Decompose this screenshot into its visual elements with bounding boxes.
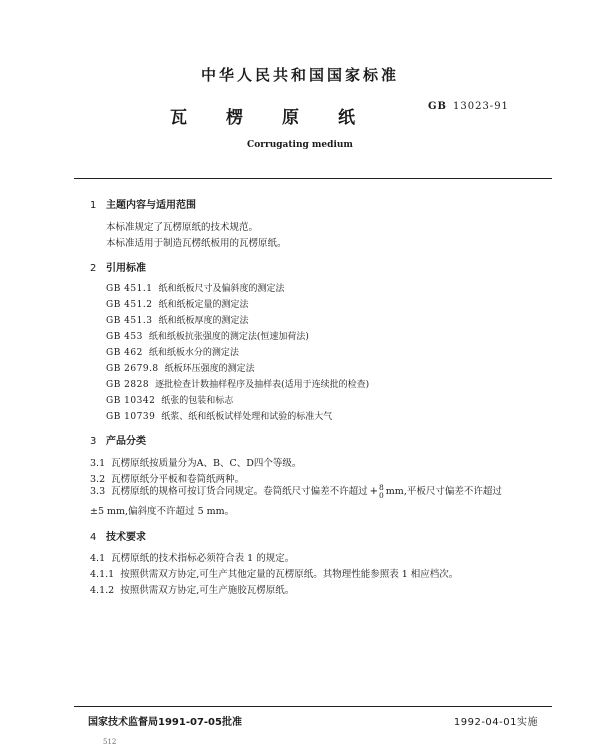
effective-date: 1992-04-01实施 [453, 717, 538, 728]
document-title [170, 103, 394, 128]
clause-3-3: 3.3 瓦楞原纸的规格可按订货合同规定。卷筒纸尺寸偏差不许超过 + 8 0 mm,平板尺寸偏差不许超过 [90, 482, 502, 500]
reference-item: GB 2679.8 纸板环压强度的测定法 [106, 364, 255, 374]
title-char: 楞 [226, 108, 243, 128]
section-1-paragraph-2: 本标准适用于制造瓦楞纸板用的瓦楞原纸。 [106, 238, 287, 249]
section-1-paragraph-1: 本标准规定了瓦楞原纸的技术规范。 [106, 222, 259, 233]
clause-3-1: 3.1 瓦楞原纸按质量分为A、B、C、D四个等级。 [90, 458, 302, 469]
title-char: 原 [282, 108, 299, 128]
page-number: 512 [103, 738, 117, 746]
title-char: 纸 [338, 108, 355, 128]
english-title: Corrugating medium [247, 140, 353, 150]
clause-4-1-1: 4.1.1 按照供需双方协定,可生产其他定量的瓦楞原纸。其物理性能参照表 1 相应档次。 [90, 569, 459, 580]
title-char: 瓦 [170, 108, 187, 128]
reference-item: GB 2828 逐批检查计数抽样程序及抽样表(适用于连续批的检查) [106, 380, 370, 390]
section-1-heading: 1 主题内容与适用范围 [90, 200, 196, 211]
section-3-heading: 3 产品分类 [90, 436, 146, 447]
standard-code: 13023-91 [453, 101, 509, 112]
clause-3-3-continued: ±5 mm,偏斜度不许超过 5 mm。 [90, 506, 235, 517]
reference-item: GB 451.2 纸和纸板定量的测定法 [106, 300, 249, 310]
clause-3-2: 3.2 瓦楞原纸分平板和卷筒纸两种。 [90, 474, 245, 485]
footer-divider [74, 706, 552, 707]
section-2-heading: 2 引用标准 [90, 263, 146, 274]
header-divider [74, 178, 552, 179]
reference-item: GB 453 纸和纸板抗张强度的测定法(恒速加荷法) [106, 332, 309, 342]
reference-item: GB 451.3 纸和纸板厚度的测定法 [106, 316, 249, 326]
standard-number [428, 101, 509, 112]
issuing-body-title: 中华人民共和国国家标准 [200, 66, 399, 84]
reference-item: GB 10342 纸张的包装和标志 [106, 396, 234, 406]
reference-item: GB 10739 纸浆、纸和纸板试样处理和试验的标准大气 [106, 412, 333, 422]
clause-4-1: 4.1 瓦楞原纸的技术指标必须符合表 1 的规定。 [90, 553, 295, 564]
tolerance-fraction: + 8 0 [369, 482, 384, 500]
standard-prefix: GB [428, 101, 447, 112]
reference-item: GB 462 纸和纸板水分的测定法 [106, 348, 239, 358]
section-4-heading: 4 技术要求 [90, 532, 146, 543]
clause-4-1-2: 4.1.2 按照供需双方协定,可生产施胶瓦楞原纸。 [90, 585, 295, 596]
approval-statement: 国家技术监督局1991-07-05批准 [88, 717, 242, 728]
reference-item: GB 451.1 纸和纸板尺寸及偏斜度的测定法 [106, 284, 285, 294]
